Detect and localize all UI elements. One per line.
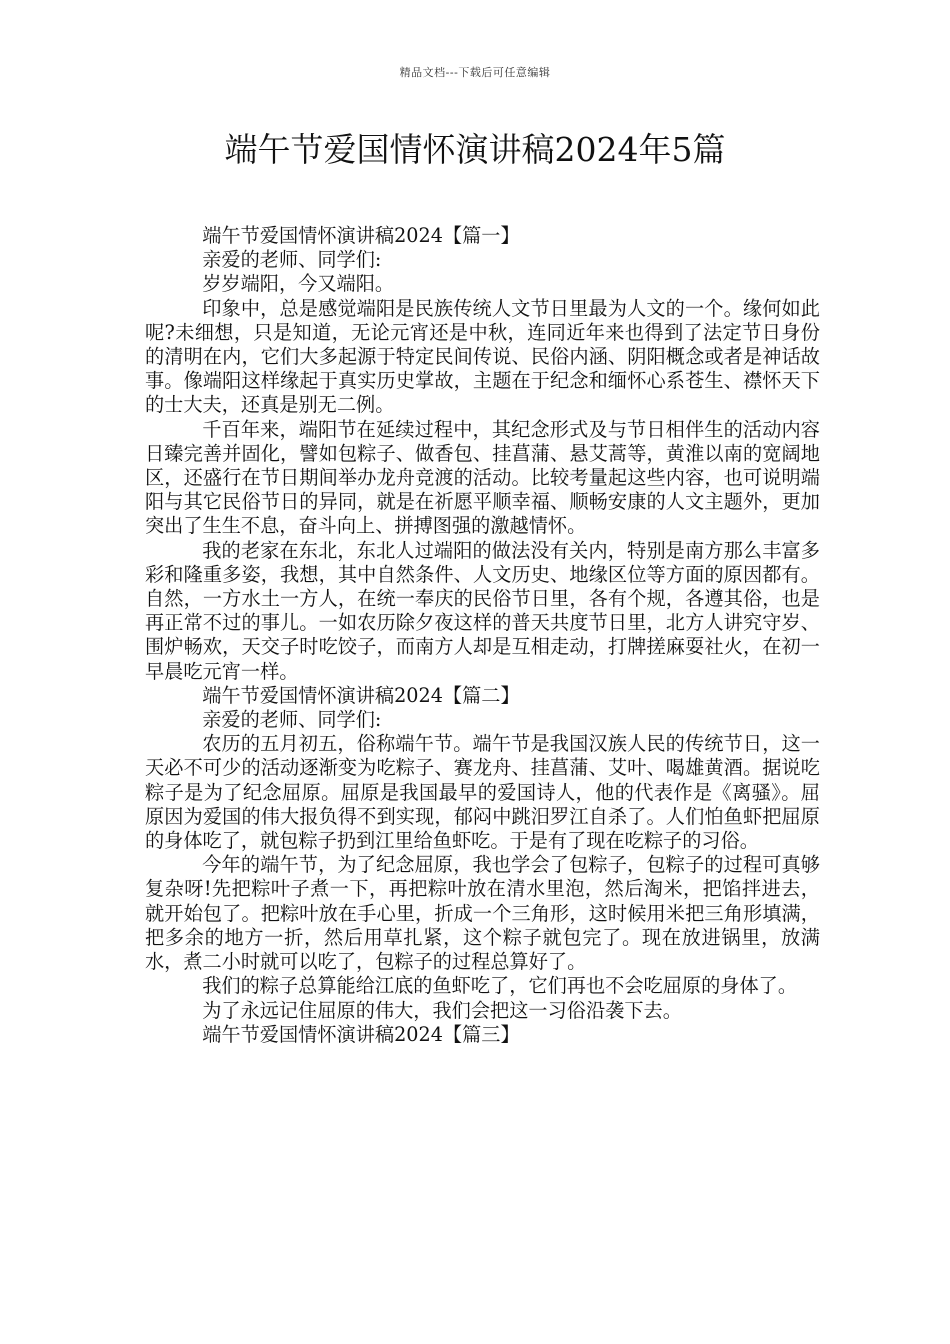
paragraph: 为了永远记住屈原的伟大，我们会把这一习俗沿袭下去。 — [202, 998, 682, 1022]
paragraph: 我的老家在东北，东北人过端阳的做法没有关内，特别是南方那么丰富多彩和隆重多姿，我想，其中自然条件、人文历史、地缘区位等方面的原因都有。自然，一方水土一方人，在统一奉庆的民俗节日里，各有个规，各遵其俗，也是再正常不过的事儿。一如农历除夕夜这样的普天共度节日里，北方人讲究守岁、围炉畅欢，天交子时吃饺子，而南方人却是互相走动，打牌搓麻耍社火，在初一早晨吃元宵一样。 — [145, 538, 820, 683]
paragraph: 岁岁端阳，今又端阳。 — [202, 272, 395, 296]
paragraph: 今年的端午节，为了纪念屈原，我也学会了包粽子，包粽子的过程可真够复杂呀!先把粽叶子煮一下，再把粽叶放在清水里泡，然后淘米，把馅拌进去，就开始包了。把粽叶放在手心里，折成一个三角形，这时候用米把三角形填满，把多余的地方一折，然后用草扎紧，这个粽子就包完了。现在放进锅里，放满水，煮二小时就可以吃了，包粽子的过程总算好了。 — [145, 853, 820, 974]
salutation-1: 亲爱的老师、同学们: — [202, 248, 382, 272]
paragraph: 印象中，总是感觉端阳是民族传统人文节日里最为人文的一个。缘何如此呢?未细想，只是知道，无论元宵还是中秋，连同近年来也得到了法定节日身份的清明在内，它们大多起源于特定民间传说、民俗内涵、阴阳概念或者是神话故事。像端阳这样缘起于真实历史掌故，主题在于纪念和缅怀心系苍生、襟怀天下的士大夫，还真是别无二例。 — [145, 296, 820, 417]
paragraph: 千百年来，端阳节在延续过程中，其纪念形式及与节日相伴生的活动内容日臻完善并固化，譬如包粽子、做香包、挂菖蒲、悬艾蒿等，黄淮以南的宽阔地区，还盛行在节日期间举办龙舟竞渡的活动。比较考量起这些内容，也可说明端阳与其它民俗节日的异同，就是在祈愿平顺幸福、顺畅安康的人文主题外，更加突出了生生不息，奋斗向上、拼搏图强的激越情怀。 — [145, 417, 820, 538]
document-title: 端午节爱国情怀演讲稿2024年5篇 — [224, 130, 726, 169]
section-heading-3: 端午节爱国情怀演讲稿2024【篇三】 — [202, 1022, 520, 1046]
paragraph: 农历的五月初五，俗称端午节。端午节是我国汉族人民的传统节日，这一天必不可少的活动逐渐变为吃粽子、赛龙舟、挂菖蒲、艾叶、喝雄黄酒。据说吃粽子是为了纪念屈原。屈原是我国最早的爱国诗人，他的代表作是《离骚》。屈原因为爱国的伟大报负得不到实现，郁闷中跳汨罗江自杀了。人们怕鱼虾把屈原的身体吃了，就包粽子扔到江里给鱼虾吃。于是有了现在吃粽子的习俗。 — [145, 732, 820, 853]
section-heading-2: 端午节爱国情怀演讲稿2024【篇二】 — [202, 683, 520, 707]
paragraph: 我们的粽子总算能给江底的鱼虾吃了，它们再也不会吃屈原的身体了。 — [202, 974, 798, 998]
salutation-2: 亲爱的老师、同学们: — [202, 708, 382, 732]
document-body — [145, 224, 820, 1047]
header-note: 精品文档---下载后可任意编辑 — [399, 66, 551, 79]
section-heading-1: 端午节爱国情怀演讲稿2024【篇一】 — [202, 224, 520, 247]
